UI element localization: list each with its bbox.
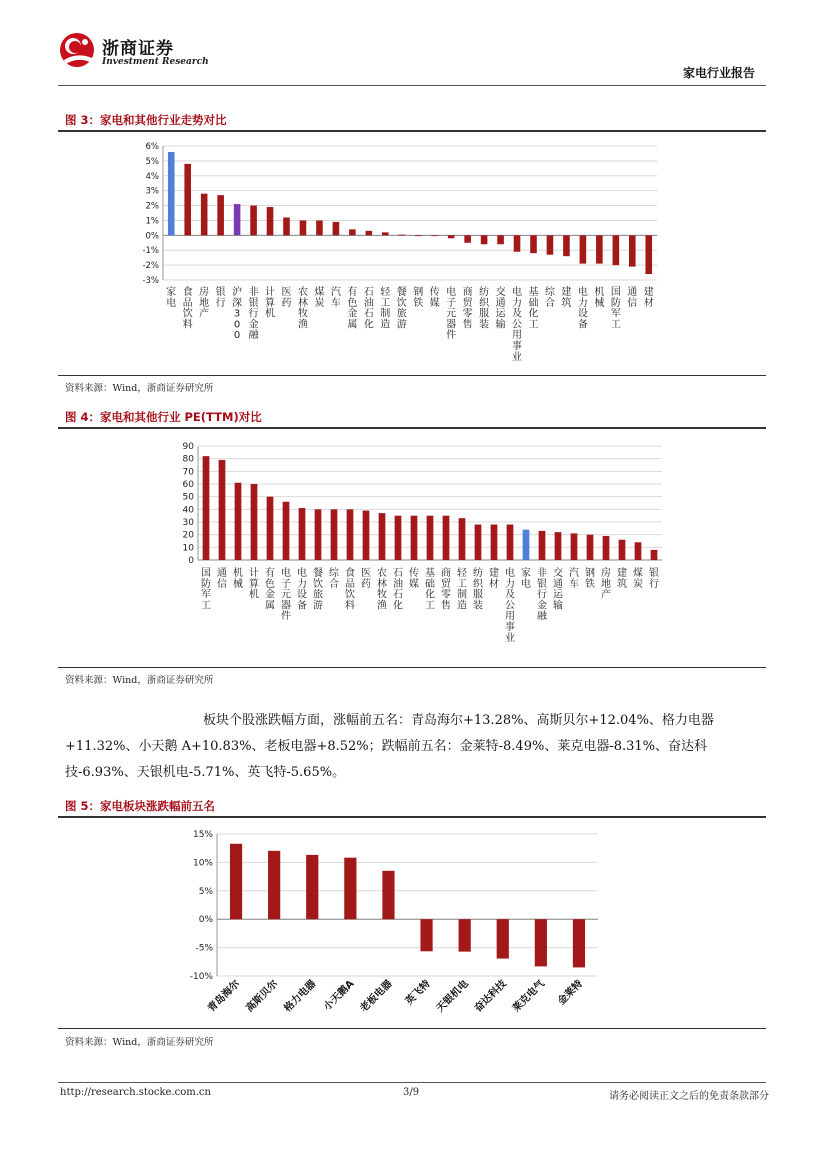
- bar: [514, 235, 521, 251]
- bar: [201, 194, 208, 236]
- x-tick-label: 家电: [521, 568, 531, 590]
- x-tick-label: 家电: [166, 287, 177, 309]
- x-tick-label: 建筑: [561, 287, 572, 309]
- figure-4-source: 资料来源：Wind，浙商证券研究所: [65, 675, 214, 686]
- x-tick-label: 非银行金融: [248, 287, 259, 342]
- bar: [299, 508, 306, 560]
- bar: [420, 919, 432, 951]
- bar: [459, 518, 466, 560]
- report-name: 家电行业报告: [682, 66, 755, 80]
- y-tick-label: 3%: [145, 186, 159, 197]
- y-tick-label: -3%: [142, 276, 159, 286]
- x-tick-label: 天银机电: [434, 978, 471, 1015]
- x-tick-label: 综合: [329, 568, 339, 590]
- bar: [184, 164, 191, 235]
- footer-url[interactable]: http://research.stocke.com.cn: [60, 1087, 211, 1098]
- x-tick-label: 纺织服装: [473, 568, 483, 612]
- bar: [344, 858, 356, 920]
- y-tick-label: 2%: [145, 201, 159, 212]
- y-tick-label: 15%: [192, 830, 213, 840]
- x-tick-label: 基础化工: [425, 568, 435, 612]
- y-tick-label: 10%: [192, 858, 213, 869]
- x-tick-label: 房地产: [601, 568, 611, 601]
- bar: [366, 231, 373, 235]
- x-tick-label: 银行: [649, 568, 659, 590]
- body-paragraph-text: 板块个股涨跌幅方面，涨幅前五名：青岛海尔+13.28%、高斯贝尔+12.04%、格力电器+11.32%、小天鹅 A+10.83%、老板电器+8.52%；跌幅前五名：金莱特-8.49%、莱克电器-8.31%、奋达科技-6.93%、天银机电-5.71%、英飞特-5.65%。: [65, 713, 714, 780]
- bar: [635, 542, 642, 560]
- bar: [395, 516, 402, 560]
- bar: [349, 229, 356, 235]
- y-tick-label: 70: [182, 467, 194, 478]
- x-tick-label: 餐饮旅游: [313, 568, 323, 612]
- x-tick-label: 建材: [489, 568, 499, 590]
- bar: [651, 550, 658, 560]
- x-tick-label: 医药: [361, 568, 371, 590]
- x-tick-label: 钢铁: [413, 287, 424, 309]
- x-tick-label: 农林牧渔: [377, 568, 387, 612]
- x-tick-label: 小天鹅A: [321, 978, 357, 1013]
- y-tick-label: 30: [182, 518, 194, 528]
- body-paragraph: [65, 708, 765, 786]
- y-tick-label: 60: [182, 480, 194, 490]
- bar: [539, 531, 546, 560]
- bar: [382, 871, 394, 919]
- figure-5-source: 资料来源：Wind，浙商证券研究所: [65, 1037, 214, 1048]
- bar: [491, 525, 498, 560]
- x-tick-label: 电子元器件: [446, 287, 457, 342]
- x-tick-label: 建筑: [617, 568, 627, 590]
- company-logo-icon: [58, 32, 96, 68]
- x-tick-label: 国防军工: [201, 568, 211, 612]
- x-tick-label: 医药: [281, 287, 292, 309]
- x-tick-label: 传媒: [429, 287, 440, 309]
- bar: [251, 484, 258, 560]
- bar: [603, 536, 610, 560]
- x-tick-label: 电子元器件: [281, 568, 291, 623]
- x-tick-label: 高斯贝尔: [244, 978, 281, 1015]
- bar: [555, 532, 562, 560]
- bar: [219, 460, 226, 560]
- bar: [283, 217, 290, 235]
- y-tick-label: -5%: [195, 943, 213, 954]
- bar: [431, 235, 438, 236]
- y-tick-label: 50: [182, 492, 194, 503]
- figure-3-title: 图 3：家电和其他行业走势对比: [65, 113, 227, 127]
- bar: [250, 206, 257, 236]
- y-tick-label: 5%: [145, 156, 159, 167]
- x-tick-label: 房地产: [199, 287, 210, 320]
- bar: [587, 535, 594, 560]
- footer-divider: [58, 1082, 766, 1083]
- bar: [563, 235, 570, 256]
- bar: [217, 195, 224, 235]
- x-tick-label: 农林牧渔: [297, 287, 308, 331]
- y-tick-label: -10%: [189, 972, 213, 982]
- bar: [645, 235, 652, 274]
- figure-4-bottom-rule: [58, 667, 766, 668]
- bar: [235, 483, 242, 560]
- logo-text: 浙商证券: [102, 39, 174, 59]
- bar: [398, 235, 405, 236]
- bar: [300, 220, 307, 235]
- bar: [535, 919, 547, 966]
- bar: [230, 844, 242, 919]
- bar: [331, 509, 338, 560]
- x-tick-label: 交通运输: [495, 287, 506, 331]
- x-tick-label: 英飞特: [403, 978, 433, 1008]
- bar: [333, 222, 340, 235]
- x-tick-label: 基础化工: [528, 287, 539, 331]
- bar: [283, 502, 290, 560]
- x-tick-label: 电力及公用事业: [505, 568, 515, 644]
- bar: [379, 513, 386, 560]
- x-tick-label: 格力电器: [282, 978, 319, 1015]
- x-tick-label: 石油石化: [393, 568, 403, 612]
- x-tick-label: 餐饮旅游: [396, 287, 407, 331]
- y-tick-label: 1%: [145, 216, 159, 227]
- x-tick-label: 石油石化: [363, 287, 374, 331]
- x-tick-label: 商贸零售: [441, 568, 451, 612]
- x-tick-label: 机械: [233, 568, 243, 590]
- x-tick-label: 电力及公用事业: [512, 287, 523, 363]
- y-tick-label: 0%: [145, 231, 159, 242]
- bar: [475, 525, 482, 560]
- bar: [316, 220, 323, 235]
- x-tick-label: 计算机: [265, 287, 276, 320]
- figure-3-chart: [100, 138, 680, 370]
- x-tick-label: 传媒: [409, 568, 419, 590]
- x-tick-label: 有色金属: [265, 568, 275, 612]
- bar: [459, 919, 471, 951]
- bar: [234, 204, 241, 235]
- x-tick-label: 煤炭: [314, 287, 325, 309]
- y-tick-label: 5%: [198, 886, 213, 897]
- bar: [613, 235, 620, 265]
- bar: [315, 509, 322, 560]
- figure-3-source: 资料来源：Wind，浙商证券研究所: [65, 383, 214, 394]
- y-tick-label: 0%: [198, 915, 213, 926]
- x-tick-label: 轻工制造: [457, 568, 467, 612]
- x-tick-label: 纺织服装: [479, 287, 490, 331]
- bar: [427, 516, 434, 560]
- bar: [573, 919, 585, 967]
- bar: [481, 235, 488, 244]
- bar: [530, 235, 537, 253]
- bar: [580, 235, 587, 263]
- bar: [596, 235, 603, 263]
- x-tick-label: 轻工制造: [380, 287, 391, 331]
- bar: [571, 533, 578, 560]
- x-tick-label: 计算机: [249, 568, 259, 601]
- bar: [497, 235, 504, 244]
- figure-5-top-rule: [58, 816, 766, 818]
- figure-5-title: 图 5：家电板块涨跌幅前五名: [65, 799, 216, 813]
- bar: [443, 516, 450, 560]
- x-tick-label: 食品饮料: [345, 568, 355, 612]
- bar: [203, 456, 210, 560]
- x-tick-label: 金莱特: [556, 978, 586, 1008]
- bar: [168, 152, 175, 235]
- bar: [497, 919, 509, 958]
- figure-3-top-rule: [58, 130, 766, 132]
- figure-4-chart: [150, 438, 670, 660]
- x-tick-label: 有色金属: [347, 287, 358, 331]
- x-tick-label: 建材: [643, 287, 654, 309]
- x-tick-label: 电力设备: [577, 287, 588, 331]
- page-number: 3/9: [403, 1087, 420, 1098]
- y-tick-label: 6%: [145, 142, 159, 152]
- x-tick-label: 综合: [544, 287, 555, 309]
- bar: [347, 509, 354, 560]
- y-tick-label: 4%: [145, 171, 159, 182]
- bar: [363, 511, 370, 560]
- y-tick-label: 20: [182, 530, 194, 541]
- x-tick-label: 食品饮料: [182, 287, 193, 331]
- y-tick-label: 0: [188, 556, 194, 566]
- x-tick-label: 电力设备: [297, 568, 307, 612]
- y-tick-label: -1%: [142, 246, 159, 257]
- bar: [619, 540, 626, 560]
- y-tick-label: 90: [182, 442, 194, 452]
- x-tick-label: 青岛海尔: [206, 978, 243, 1015]
- figure-4-title: 图 4：家电和其他行业 PE(TTM)对比: [65, 410, 262, 424]
- bar: [629, 235, 636, 266]
- x-tick-label: 汽车: [330, 287, 341, 309]
- bar: [464, 235, 471, 242]
- y-tick-label: 80: [182, 454, 194, 465]
- x-tick-label: 商贸零售: [462, 287, 473, 331]
- x-tick-label: 莱克电气: [510, 978, 547, 1015]
- x-tick-label: 钢铁: [585, 568, 595, 590]
- figure-4-top-rule: [58, 427, 766, 429]
- x-tick-label: 沪深 3 0 0: [232, 287, 243, 342]
- x-tick-label: 国防军工: [610, 287, 621, 331]
- bar: [523, 530, 530, 560]
- x-tick-label: 老板电器: [358, 978, 395, 1015]
- y-tick-label: -2%: [142, 261, 159, 272]
- bar: [306, 855, 318, 919]
- x-tick-label: 煤炭: [633, 568, 643, 590]
- y-tick-label: 10: [182, 543, 194, 554]
- figure-3-bottom-rule: [58, 375, 766, 376]
- bar: [448, 235, 455, 238]
- bar: [268, 851, 280, 919]
- bar: [411, 516, 418, 560]
- x-tick-label: 非银行金融: [537, 568, 547, 623]
- x-tick-label: 交通运输: [553, 568, 563, 612]
- x-tick-label: 通信: [627, 287, 638, 309]
- figure-5-chart: [180, 824, 620, 1024]
- bar: [382, 232, 389, 235]
- x-tick-label: 奋达科技: [472, 978, 509, 1015]
- bar: [267, 207, 274, 235]
- figure-5-bottom-rule: [58, 1028, 766, 1029]
- x-tick-label: 汽车: [569, 568, 579, 590]
- x-tick-label: 银行: [215, 287, 226, 309]
- x-tick-label: 通信: [217, 568, 227, 590]
- footer-disclaimer: 请务必阅读正文之后的免责条款部分: [609, 1091, 769, 1102]
- bar: [547, 235, 554, 254]
- logo-subtitle: Investment Research: [102, 57, 209, 67]
- header-divider: [58, 85, 766, 86]
- x-tick-label: 机械: [594, 287, 605, 309]
- bar: [507, 525, 514, 560]
- bar: [267, 497, 274, 560]
- y-tick-label: 40: [182, 505, 194, 516]
- bar: [415, 235, 422, 236]
